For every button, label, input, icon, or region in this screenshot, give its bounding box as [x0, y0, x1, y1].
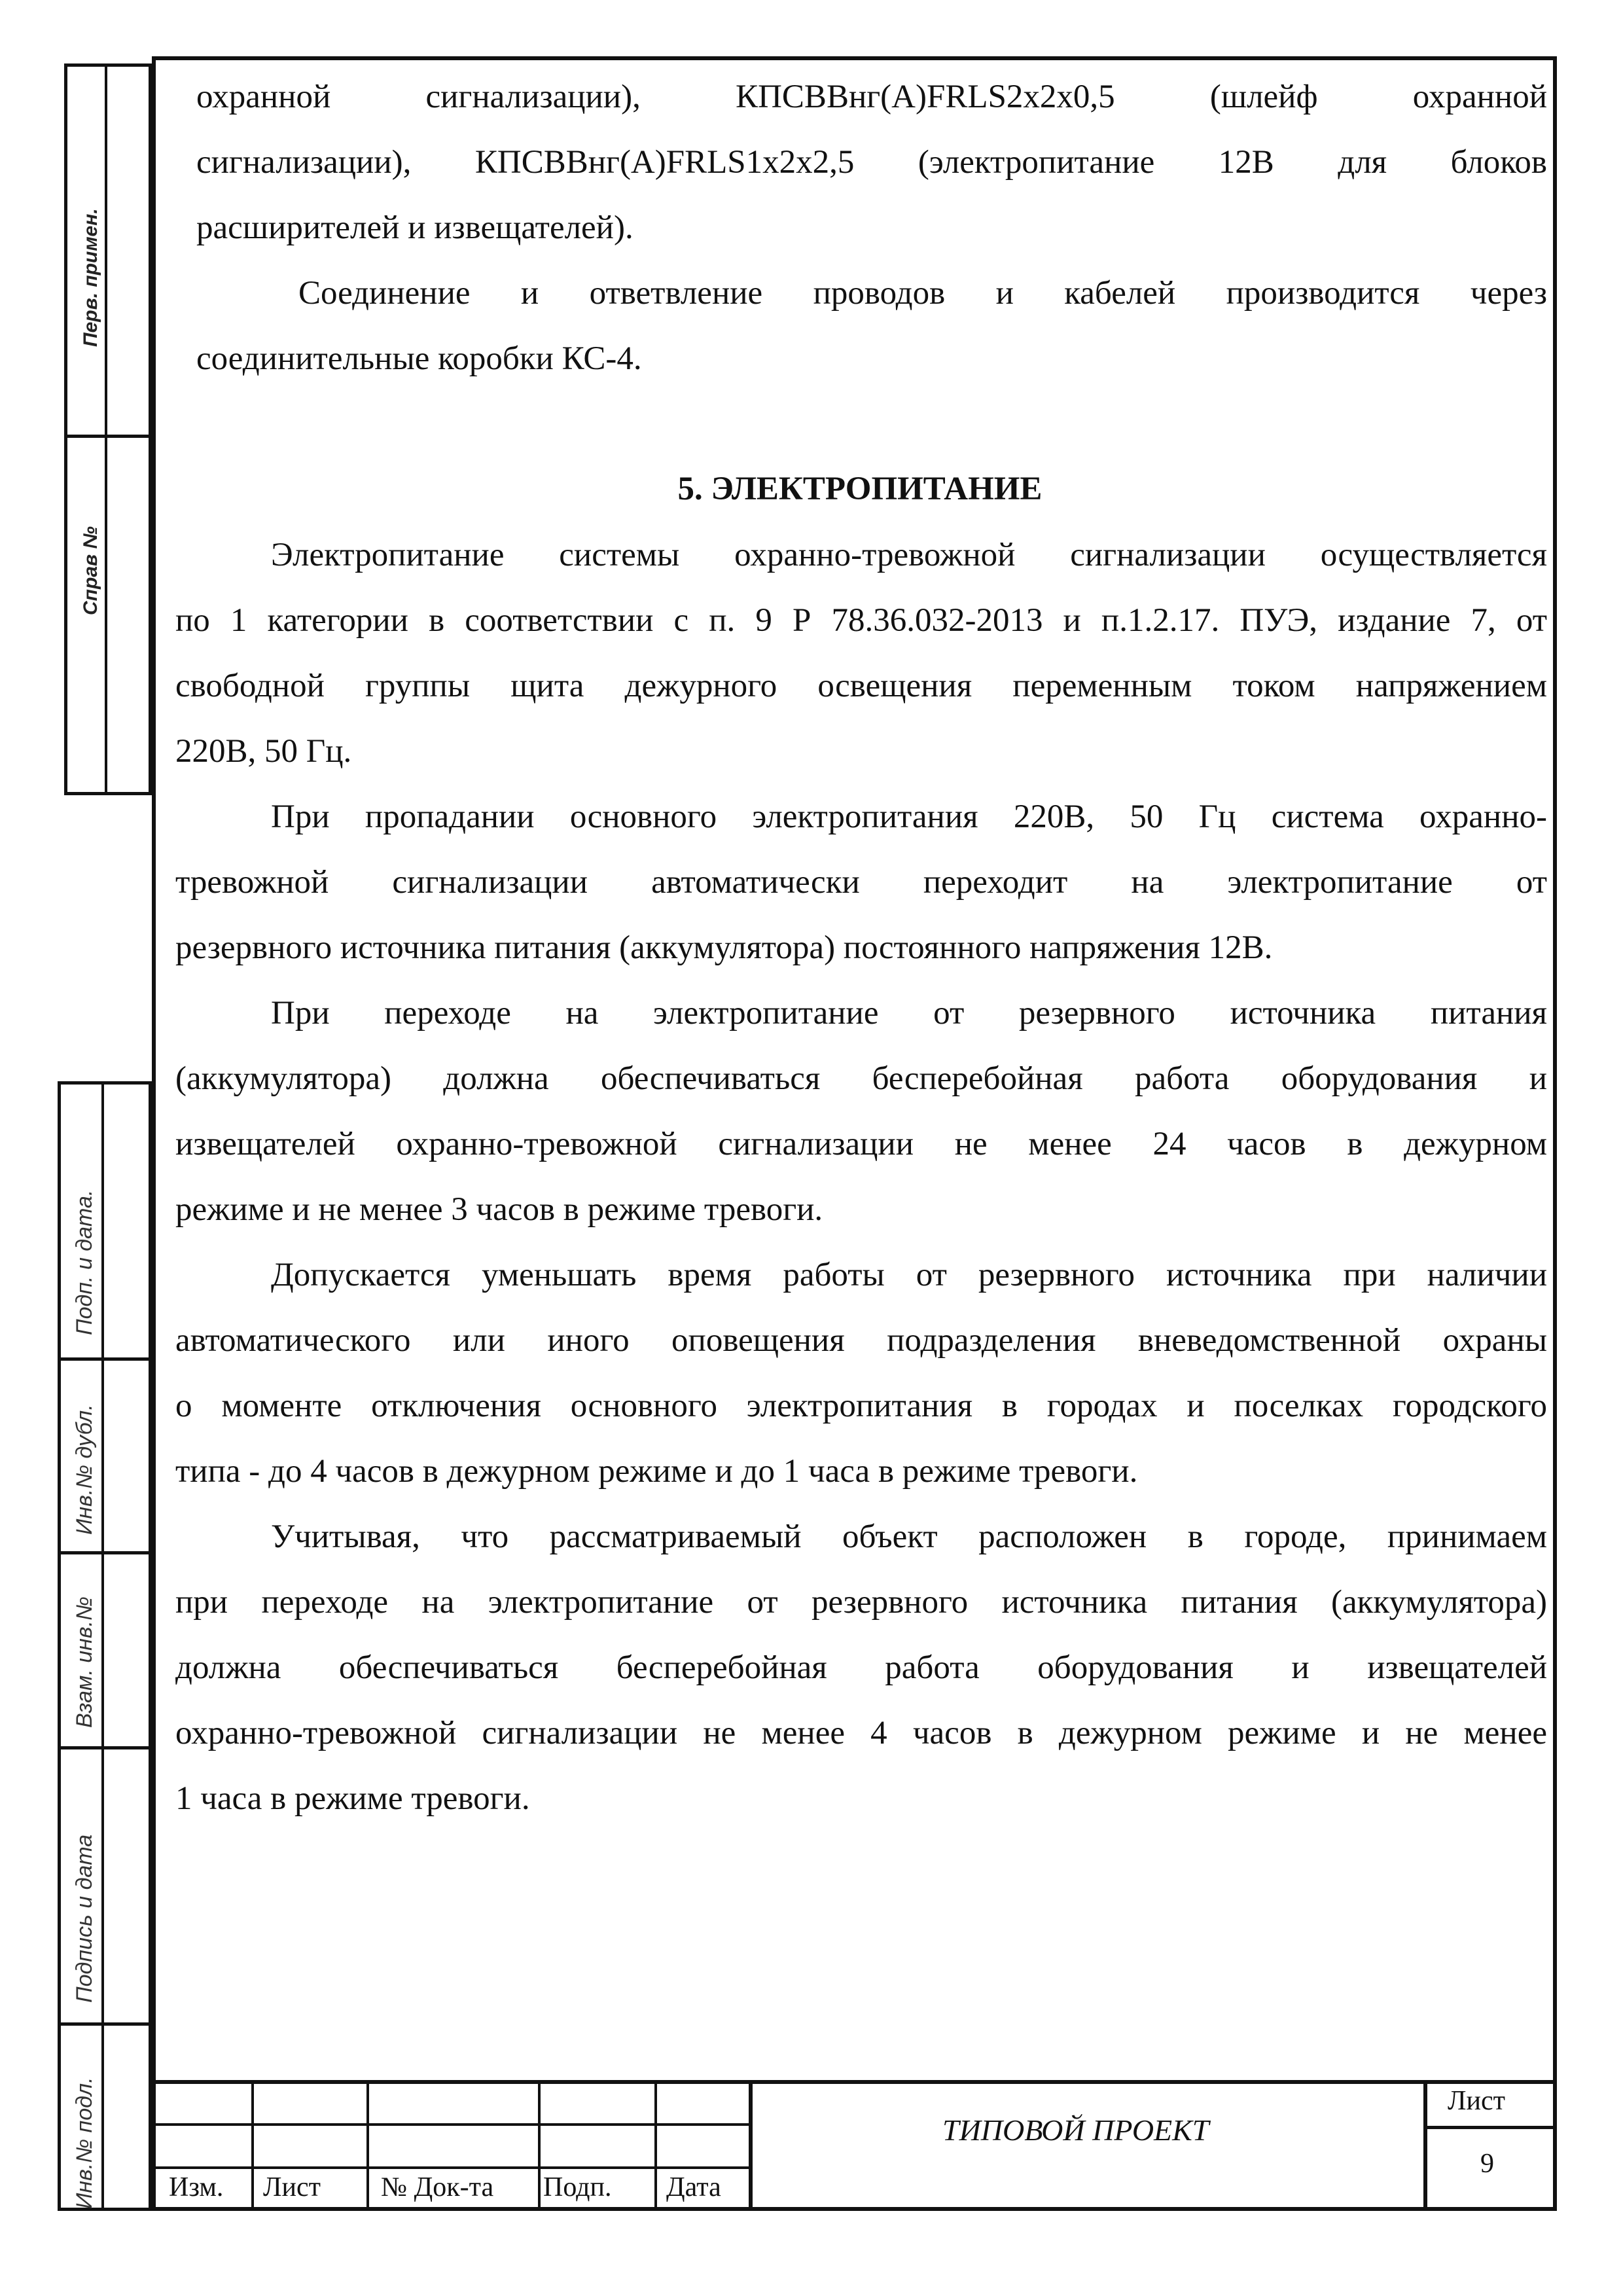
sheet-number: 9 — [1480, 2149, 1494, 2179]
title-block-rule — [1423, 2080, 1427, 2211]
col-podp: Подп. — [543, 2172, 612, 2202]
paragraph-line: Допускается уменьшать время работы от резервного источника при наличии — [271, 1257, 1547, 1293]
paragraph-line: сигнализации), КПСВВнг(А)FRLS1х2х2,5 (электропитание 12В для блоков — [196, 144, 1547, 181]
title-block-rule — [1423, 2126, 1557, 2129]
paragraph-line: 220В, 50 Гц. — [175, 733, 352, 770]
side-label-podp-data: Подп. и дата. — [72, 1189, 97, 1335]
title-block-rule — [152, 2123, 751, 2126]
sheet-label: Лист — [1448, 2086, 1505, 2116]
side-label-inv-dubl: Инв.№ дубл. — [72, 1404, 97, 1535]
paragraph-line: При переходе на электропитание от резервного источника питания — [271, 995, 1547, 1031]
title-block-rule — [152, 2166, 751, 2169]
paragraph-line: режиме и не менее 3 часов в режиме тревоги. — [175, 1191, 823, 1228]
strip-divider — [58, 2022, 152, 2026]
side-label-inv-podl: Инв.№ подл. — [72, 2077, 97, 2209]
paragraph-line: охранной сигнализации), КПСВВнг(А)FRLS2х2х0,5 (шлейф охранной — [196, 79, 1547, 115]
side-label-podpis-data: Подпись и дата — [72, 1834, 97, 2003]
strip-divider — [58, 1746, 152, 1749]
paragraph-line: расширителей и извещателей). — [196, 209, 633, 246]
paragraph-line: при переходе на электропитание от резервного источника питания (аккумулятора) — [175, 1584, 1547, 1621]
paragraph-line: должна обеспечиваться бесперебойная работа оборудования и извещателей — [175, 1649, 1547, 1686]
paragraph-line: о моменте отключения основного электропитания в городах и поселках городского — [175, 1388, 1547, 1424]
col-doc: № Док-та — [381, 2172, 494, 2202]
paragraph-line: тревожной сигнализации автоматически переходит на электропитание от — [175, 864, 1547, 901]
paragraph-line: автоматического или иного оповещения подразделения вневедомственной охраны — [175, 1322, 1547, 1359]
title-block-rule — [749, 2080, 753, 2211]
strip-divider — [105, 63, 107, 795]
col-izm: Изм. — [169, 2172, 224, 2202]
paragraph-line: охранно-тревожной сигнализации не менее 4 часов в дежурном режиме и не менее — [175, 1715, 1547, 1751]
paragraph-line: Учитывая, что рассматриваемый объект расположен в городе, принимаем — [271, 1518, 1547, 1555]
strip-divider — [101, 1081, 104, 2211]
paragraph-line: типа - до 4 часов в дежурном режиме и до 1 часа в режиме тревоги. — [175, 1453, 1138, 1490]
paragraph-line: Электропитание системы охранно-тревожной сигнализации осуществляется — [271, 537, 1547, 573]
paragraph-line: (аккумулятора) должна обеспечиваться бесперебойная работа оборудования и — [175, 1060, 1547, 1097]
project-title: ТИПОВОЙ ПРОЕКТ — [942, 2113, 1209, 2147]
strip-divider — [58, 1357, 152, 1361]
col-data: Дата — [666, 2172, 721, 2202]
paragraph-line: извещателей охранно-тревожной сигнализации не менее 24 часов в дежурном — [175, 1126, 1547, 1162]
title-block — [152, 2080, 1557, 2211]
title-block-rule — [366, 2080, 369, 2211]
paragraph-line: соединительные коробки КС-4. — [196, 340, 642, 377]
side-label-vzam-inv: Взам. инв.№ — [72, 1596, 97, 1728]
side-label-sprav: Справ № — [80, 526, 101, 615]
section-title: 5. ЭЛЕКТРОПИТАНИЕ — [677, 471, 1043, 507]
title-block-rule — [251, 2080, 254, 2211]
col-list: Лист — [263, 2172, 321, 2202]
strip-divider — [58, 1551, 152, 1554]
side-strip-top — [64, 63, 152, 795]
paragraph-line: резервного источника питания (аккумулятора) постоянного напряжения 12В. — [175, 929, 1273, 966]
strip-divider — [64, 435, 152, 438]
paragraph-line: При пропадании основного электропитания 220В, 50 Гц система охранно- — [271, 798, 1547, 835]
title-block-rule — [538, 2080, 541, 2211]
title-block-rule — [654, 2080, 657, 2211]
paragraph-line: по 1 категории в соответствии с п. 9 Р 78.36.032-2013 и п.1.2.17. ПУЭ, издание 7, от — [175, 602, 1547, 639]
paragraph-line: 1 часа в режиме тревоги. — [175, 1780, 530, 1817]
paragraph-line: Соединение и ответвление проводов и кабелей производится через — [298, 275, 1547, 312]
side-label-perv-primen: Перв. примен. — [80, 208, 101, 347]
paragraph-line: свободной группы щита дежурного освещения переменным током напряжением — [175, 668, 1547, 704]
